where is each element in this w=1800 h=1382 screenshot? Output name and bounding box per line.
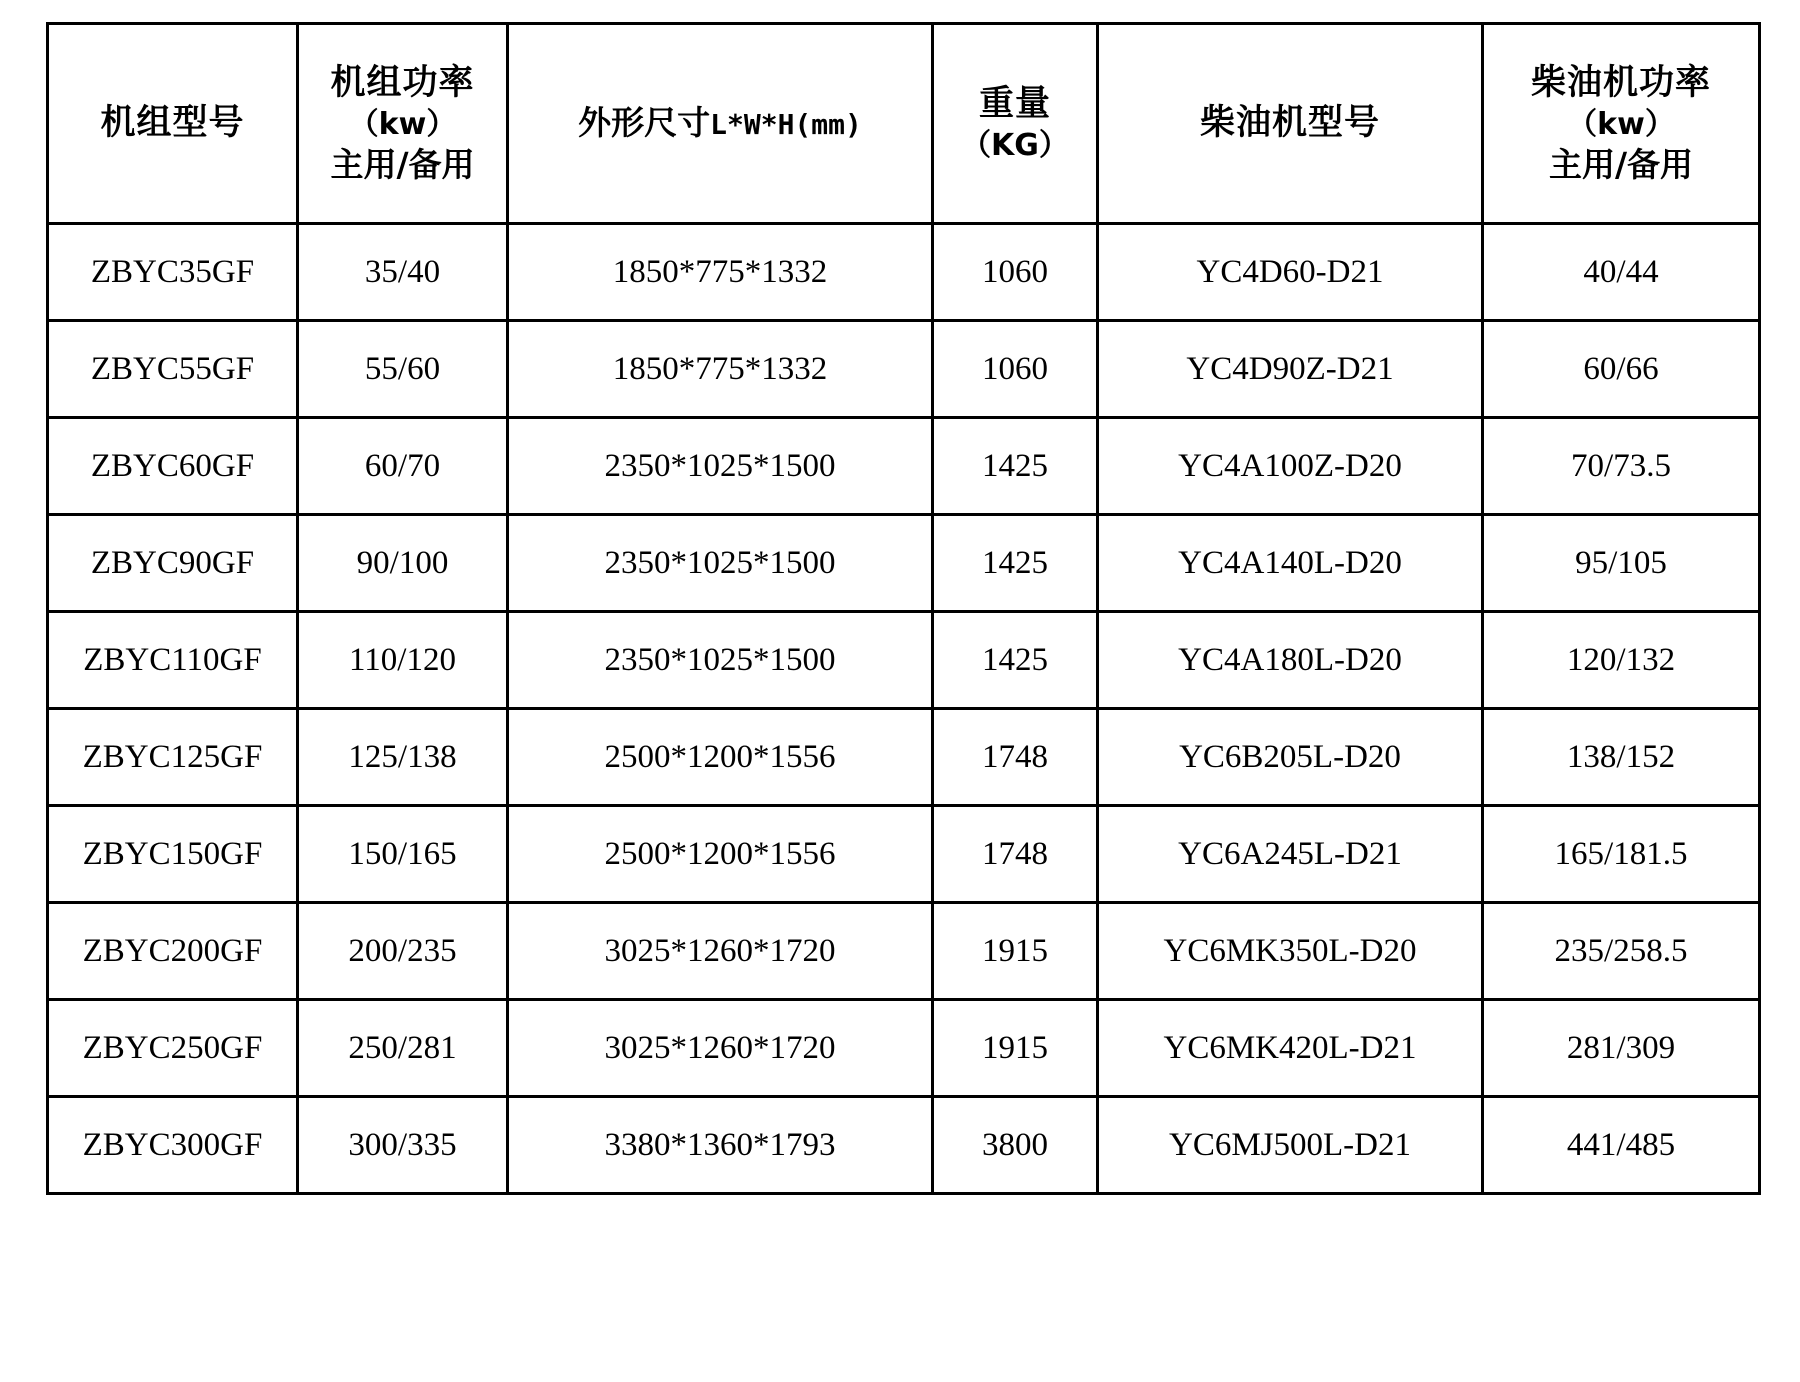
cell-weight: 1425 (933, 515, 1098, 612)
cell-unit-model: ZBYC90GF (48, 515, 298, 612)
cell-engine-power: 235/258.5 (1483, 903, 1760, 1000)
cell-engine-model: YC4A140L-D20 (1098, 515, 1483, 612)
cell-dimensions: 3025*1260*1720 (508, 1000, 933, 1097)
column-header-weight-unit: （KG） (961, 127, 1069, 163)
cell-dimensions: 1850*775*1332 (508, 321, 933, 418)
table-row (48, 224, 1760, 321)
cell-dimensions: 3025*1260*1720 (508, 903, 933, 1000)
cell-engine-power: 165/181.5 (1483, 806, 1760, 903)
cell-engine-power: 441/485 (1483, 1097, 1760, 1194)
column-header-engine-power (1483, 24, 1760, 224)
cell-dimensions: 2350*1025*1500 (508, 612, 933, 709)
column-header-unit-model (48, 24, 298, 224)
cell-unit-power: 250/281 (298, 1000, 508, 1097)
cell-unit-model: ZBYC60GF (48, 418, 298, 515)
cell-unit-model: ZBYC150GF (48, 806, 298, 903)
table-row (48, 903, 1760, 1000)
cell-dimensions: 2500*1200*1556 (508, 709, 933, 806)
cell-engine-model: YC6B205L-D20 (1098, 709, 1483, 806)
table-row (48, 1097, 1760, 1194)
table-row (48, 709, 1760, 806)
generator-spec-table (46, 22, 1761, 1195)
cell-weight: 1915 (933, 1000, 1098, 1097)
table-row (48, 515, 1760, 612)
cell-weight: 3800 (933, 1097, 1098, 1194)
cell-unit-power: 110/120 (298, 612, 508, 709)
table-row (48, 418, 1760, 515)
column-header-engine-model-label: 柴油机型号 (1199, 103, 1380, 144)
cell-weight: 1915 (933, 903, 1098, 1000)
cell-engine-model: YC6MK420L-D21 (1098, 1000, 1483, 1097)
cell-engine-model: YC4D60-D21 (1098, 224, 1483, 321)
table-body (48, 224, 1760, 1194)
cell-engine-model: YC6MJ500L-D21 (1098, 1097, 1483, 1194)
cell-engine-power: 95/105 (1483, 515, 1760, 612)
cell-dimensions: 1850*775*1332 (508, 224, 933, 321)
cell-engine-power: 40/44 (1483, 224, 1760, 321)
cell-unit-power: 35/40 (298, 224, 508, 321)
cell-engine-power: 70/73.5 (1483, 418, 1760, 515)
table-row (48, 806, 1760, 903)
cell-dimensions: 3380*1360*1793 (508, 1097, 933, 1194)
table-row (48, 321, 1760, 418)
column-header-engine-power-unit: （kw） (1567, 106, 1675, 142)
column-header-unit-power (298, 24, 508, 224)
column-header-dimensions-formula: L*W*H(mm) (710, 108, 862, 142)
cell-dimensions: 2350*1025*1500 (508, 418, 933, 515)
cell-unit-model: ZBYC250GF (48, 1000, 298, 1097)
column-header-engine-power-title: 柴油机功率 (1530, 62, 1711, 103)
cell-weight: 1748 (933, 806, 1098, 903)
column-header-weight-title: 重量 (978, 83, 1051, 124)
cell-unit-power: 125/138 (298, 709, 508, 806)
cell-engine-model: YC4A180L-D20 (1098, 612, 1483, 709)
cell-unit-power: 60/70 (298, 418, 508, 515)
cell-engine-power: 60/66 (1483, 321, 1760, 418)
cell-unit-power: 55/60 (298, 321, 508, 418)
column-header-unit-power-unit: （kw） (348, 106, 457, 142)
column-header-engine-power-sub: 主用/备用 (1548, 144, 1694, 184)
cell-engine-model: YC4A100Z-D20 (1098, 418, 1483, 515)
cell-engine-power: 120/132 (1483, 612, 1760, 709)
cell-weight: 1425 (933, 418, 1098, 515)
column-header-unit-model-label: 机组型号 (100, 103, 245, 144)
cell-weight: 1060 (933, 224, 1098, 321)
cell-unit-model: ZBYC200GF (48, 903, 298, 1000)
cell-engine-model: YC6MK350L-D20 (1098, 903, 1483, 1000)
table-row (48, 1000, 1760, 1097)
cell-unit-model: ZBYC110GF (48, 612, 298, 709)
cell-engine-power: 281/309 (1483, 1000, 1760, 1097)
table-header-row (48, 24, 1760, 224)
cell-weight: 1748 (933, 709, 1098, 806)
cell-weight: 1425 (933, 612, 1098, 709)
column-header-unit-power-sub: 主用/备用 (330, 144, 475, 184)
cell-unit-model: ZBYC300GF (48, 1097, 298, 1194)
column-header-dimensions (508, 24, 933, 224)
cell-unit-power: 200/235 (298, 903, 508, 1000)
cell-engine-power: 138/152 (1483, 709, 1760, 806)
column-header-dimensions-label: 外形尺寸 (578, 103, 711, 143)
cell-unit-power: 90/100 (298, 515, 508, 612)
cell-weight: 1060 (933, 321, 1098, 418)
cell-unit-model: ZBYC55GF (48, 321, 298, 418)
cell-unit-power: 150/165 (298, 806, 508, 903)
column-header-weight (933, 24, 1098, 224)
cell-engine-model: YC6A245L-D21 (1098, 806, 1483, 903)
cell-dimensions: 2500*1200*1556 (508, 806, 933, 903)
cell-unit-model: ZBYC35GF (48, 224, 298, 321)
cell-dimensions: 2350*1025*1500 (508, 515, 933, 612)
table-row (48, 612, 1760, 709)
column-header-engine-model (1098, 24, 1483, 224)
cell-unit-power: 300/335 (298, 1097, 508, 1194)
column-header-unit-power-title: 机组功率 (330, 62, 475, 103)
cell-engine-model: YC4D90Z-D21 (1098, 321, 1483, 418)
cell-unit-model: ZBYC125GF (48, 709, 298, 806)
